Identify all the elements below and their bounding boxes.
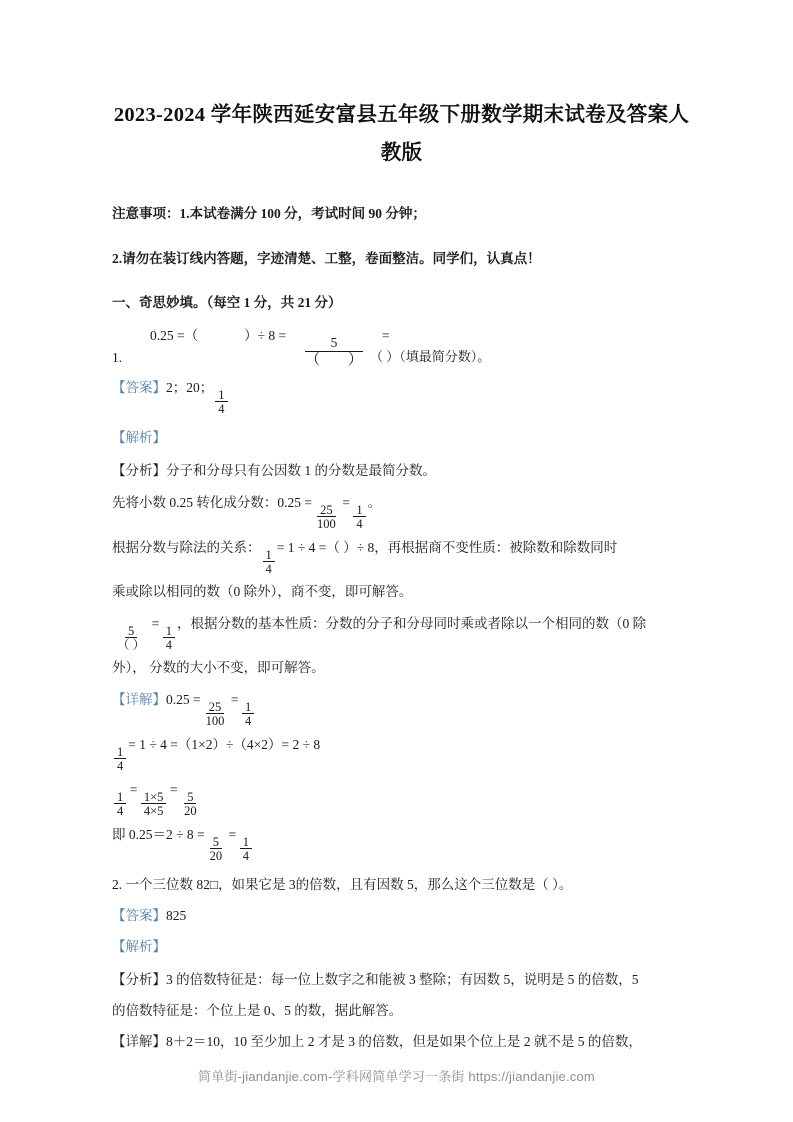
property-fraction-2-denominator: 4: [165, 638, 173, 653]
question-2-answer: [112, 900, 691, 931]
notice-line-2: 2.请勿在装订线内答题，字迹清楚、工整，卷面整洁。同学们，认真点！: [112, 250, 541, 266]
page-footer: 简单街-jiandanjie.com-学科网简单学习一条街 https://jiandanjie.com: [198, 1069, 595, 1084]
xiangjie-eq3-fraction-1-denominator: 4: [117, 804, 124, 819]
analysis-label: 【解析】: [112, 430, 166, 445]
property-equals: =: [151, 616, 160, 631]
q1-paren-close: ）÷ 8 =: [244, 328, 287, 343]
question-1-analysis-label: [112, 422, 691, 453]
xiangjie-eq3-equals-1: =: [129, 782, 138, 797]
answer-value-text: 2；20；: [166, 380, 214, 395]
xiangjie-eq3-equals-2: =: [169, 782, 178, 797]
xiangjie-eq2-fraction-numerator: 1: [114, 746, 126, 760]
xiangjie-eq4-fraction-1: [207, 836, 226, 864]
question-1-property-line: [112, 607, 691, 652]
answer-fraction: [215, 389, 227, 417]
q1-fraction-numerator: 5: [305, 336, 364, 351]
answer-label: 【答案】: [112, 380, 166, 395]
notice-line-1: 注意事项：1.本试卷满分 100 分，考试时间 90 分钟；: [112, 206, 426, 221]
xiangjie-eq4-fraction-1-denominator: 20: [209, 849, 223, 864]
relation-fraction: [263, 549, 275, 577]
xiangjie-eq1-fraction-2: [242, 701, 254, 729]
fenxi-label: 【分析】: [112, 972, 166, 987]
question-2-fenxi-line-1: [112, 964, 691, 995]
convert-equals: =: [342, 495, 350, 510]
relation-fraction-denominator: 4: [265, 562, 272, 577]
question-1-answer: [112, 372, 691, 416]
convert-suffix: 。: [367, 495, 382, 510]
xiangjie-eq4-lead: 即 0.25＝2 ÷ 8 =: [112, 827, 205, 842]
answer-value: 825: [166, 908, 187, 923]
q1-lead: 0.25 =（: [150, 328, 199, 343]
question-1-convert-line: [112, 486, 691, 531]
question-2-fenxi-line-2: 的倍数特征是：个位上是 0、5 的数，据此解答。: [112, 1003, 403, 1018]
question-2-stem: 2. 一个三位数 82□，如果它是 3的倍数，且有因数 5，那么这个三位数是（ ）。: [112, 877, 573, 892]
xiangjie-equation-1: [166, 692, 256, 729]
relation-middle: = 1 ÷ 4 =（ ）÷ 8，再根据商不变性质：被除数和除数同时: [276, 540, 618, 555]
convert-equation: [277, 495, 367, 532]
xiangjie-eq1-equals: =: [230, 692, 239, 707]
q1-fraction-denominator: （ ）: [305, 351, 375, 368]
q1-fraction: [289, 336, 379, 368]
xiangjie-eq3-fraction-2: [141, 791, 167, 819]
property-text: ，根据分数的基本性质：分数的分子和分母同时乘或者除以一个相同的数（0 除: [177, 616, 647, 631]
xiangjie-eq3-fraction-2-denominator: 4×5: [143, 804, 164, 819]
question-2-xiangjie-line-1: [112, 1026, 691, 1057]
xiangjie-eq4-equals: =: [228, 827, 237, 842]
convert-fraction-2-numerator: 1: [353, 504, 365, 518]
convert-fraction-2-denominator: 4: [356, 517, 363, 532]
xiangjie-eq3-fraction-3-denominator: 20: [184, 804, 197, 819]
xiangjie-eq3-fraction-1: [114, 791, 126, 819]
relation-prefix: 根据分数与除法的关系：: [112, 540, 261, 555]
xiangjie-eq4-fraction-2: [240, 836, 252, 864]
analysis-label: 【解析】: [112, 939, 166, 954]
relation-fraction-numerator: 1: [263, 549, 275, 563]
section-heading: 一、奇思妙填。（每空 1 分，共 21 分）: [112, 295, 342, 310]
question-1-xiangjie-line-4: [112, 818, 691, 863]
xiangjie-eq1-fraction-2-numerator: 1: [242, 701, 254, 715]
question-1-xiangjie-line-3: [112, 773, 691, 818]
property-fraction-1: [114, 625, 148, 653]
property-fraction-1-numerator: 5: [125, 625, 137, 639]
xiangjie-eq3-fraction-3-numerator: 5: [184, 791, 196, 805]
convert-eq-lead: 0.25 =: [277, 495, 312, 510]
convert-fraction-1: [314, 504, 339, 532]
xiangjie-eq2-fraction-denominator: 4: [117, 759, 124, 774]
xiangjie-label: 【详解】: [112, 692, 166, 707]
xiangjie-eq1-fraction-1: [203, 701, 228, 729]
property-fraction-1-denominator: （ ）: [117, 638, 146, 653]
answer-label: 【答案】: [112, 908, 166, 923]
answer-fraction-denominator: 4: [218, 402, 225, 417]
xiangjie-eq3-fraction-2-numerator: 1×5: [141, 791, 167, 805]
xiangjie-eq2-text: = 1 ÷ 4 =（1×2）÷（4×2）= 2 ÷ 8: [128, 737, 321, 752]
question-1-tail: （ ）（填最简分数）。: [370, 349, 491, 364]
xiangjie-eq2-fraction: [114, 746, 126, 774]
page-title: 2023-2024 学年陕西延安富县五年级下册数学期末试卷及答案人教版: [113, 104, 690, 164]
xiangjie-eq1-fraction-2-denominator: 4: [245, 714, 252, 729]
convert-fraction-1-numerator: 25: [317, 504, 336, 518]
fenxi-text: 分子和分母只有公因数 1 的分数是最简分数。: [166, 463, 436, 478]
convert-fraction-2: [353, 504, 365, 532]
question-1-xiangjie-line-2: [112, 728, 691, 773]
xiangjie-eq1-lead: 0.25 =: [166, 692, 201, 707]
question-1-number: 1.: [112, 350, 123, 365]
xiangjie-eq3-fraction-3: [181, 791, 200, 819]
fenxi-label: 【分析】: [112, 463, 166, 478]
question-1-xiangjie-line-1: [112, 683, 691, 728]
question-1-relation-line: [112, 531, 691, 576]
xiangjie-eq1-fraction-1-denominator: 100: [205, 714, 225, 729]
xiangjie-eq4-fraction-2-numerator: 1: [240, 836, 252, 850]
question-2-analysis-label: [112, 931, 691, 962]
convert-prefix: 先将小数 0.25 转化成分数：: [112, 495, 278, 510]
property-fraction-2: [163, 625, 175, 653]
xiangjie-text-1: 8＋2＝10，10 至少加上 2 才是 3 的倍数，但是如果个位上是 2 就不是 5 的倍数，: [166, 1034, 642, 1049]
xiangjie-eq4-fraction-2-denominator: 4: [242, 849, 250, 864]
question-1-fenxi: [112, 455, 691, 486]
xiangjie-label: 【详解】: [112, 1034, 166, 1049]
question-1-stem: [112, 320, 691, 372]
xiangjie-eq1-fraction-1-numerator: 25: [206, 701, 225, 715]
question-1-formula: [150, 324, 390, 368]
xiangjie-eq4-fraction-1-numerator: 5: [210, 836, 222, 850]
fenxi-text-1: 3 的倍数特征是：每一位上数字之和能被 3 整除；有因数 5，说明是 5 的倍数，5: [166, 972, 639, 987]
answer-fraction-numerator: 1: [215, 389, 227, 403]
question-1-property-cont: 外）， 分数的大小不变，即可解答。: [112, 660, 325, 675]
xiangjie-eq3-fraction-1-numerator: 1: [114, 791, 126, 805]
convert-fraction-1-denominator: 100: [317, 517, 336, 532]
question-1-relation-cont: 乘或除以相同的数（0 除外），商不变，即可解答。: [112, 584, 413, 599]
q1-equals: =: [381, 328, 390, 343]
property-fraction-2-numerator: 1: [163, 625, 175, 639]
